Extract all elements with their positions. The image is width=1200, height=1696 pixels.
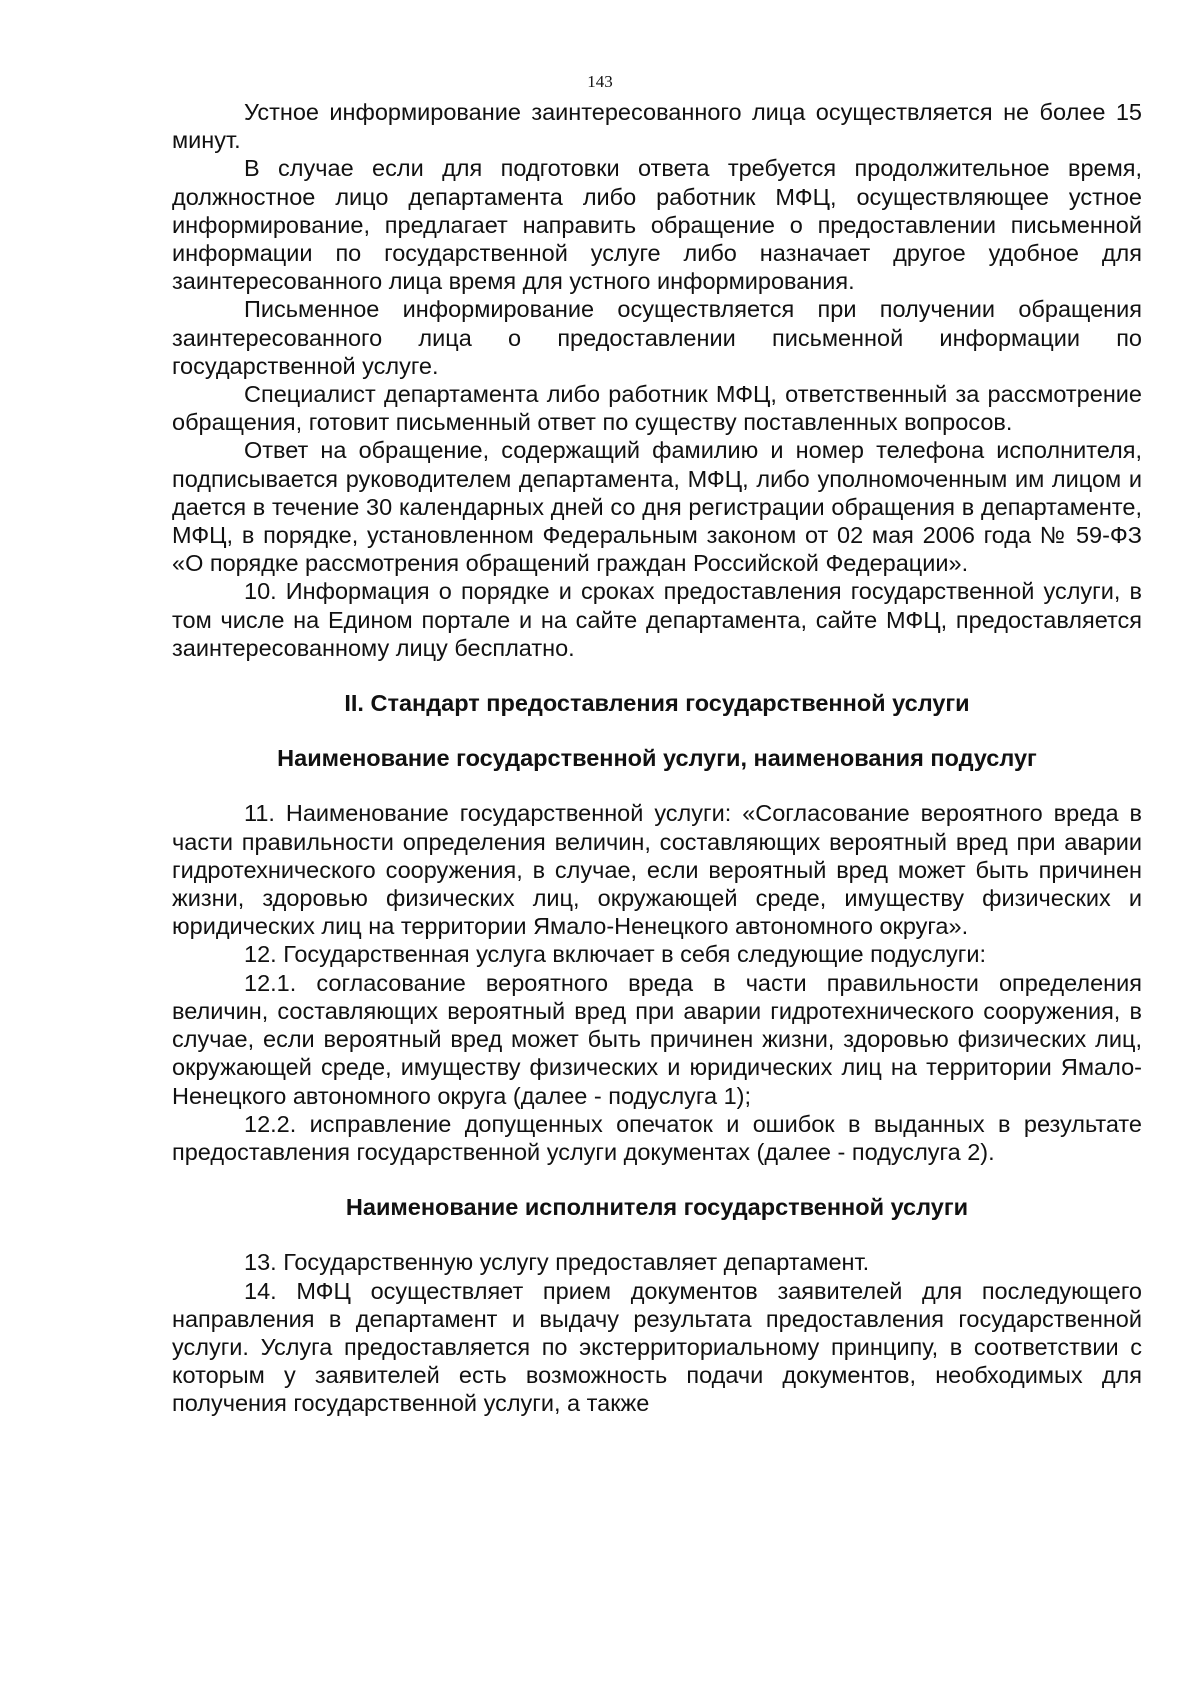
- paragraph-item-10: 10. Информация о порядке и сроках предоставления государственной услуги, в том числе на Едином портале и на сайте департамента, сайте МФЦ, предоставляется заинтересованному лицу бесплатно.: [172, 578, 1142, 661]
- paragraph-item-12: 12. Государственная услуга включает в себя следующие подуслуги:: [244, 941, 987, 968]
- paragraph-item-14: 14. МФЦ осуществляет прием документов заявителей для последующего направления в департамент и выдачу результата предоставления государственной услуги. Услуга предоставляется по экстерриториальному принципу, в соответствии с которым у заявителей есть возможность подачи документов, необходимых для получения государственной услуги, а также: [172, 1277, 1142, 1417]
- paragraph-specialist: Специалист департамента либо работник МФЦ, ответственный за рассмотрение обращения, готовит письменный ответ по существу поставленных вопросов.: [172, 381, 1142, 436]
- document-body: [172, 98, 1142, 1418]
- paragraph-long-answer: В случае если для подготовки ответа требуется продолжительное время, должностное лицо департамента либо работник МФЦ, осуществляющее устное информирование, предлагает направить обращение о предоставлении письменной информации по государственной услуге либо назначает другое удобное для заинтересованного лица время для устного информирования.: [172, 155, 1142, 295]
- subheading-service-name: Наименование государственной услуги, наименования подуслуг: [277, 745, 1037, 772]
- subheading-executor: Наименование исполнителя государственной услуги: [345, 1194, 969, 1221]
- paragraph-oral-info-duration: Устное информирование заинтересованного лица осуществляется не более 15 минут.: [172, 99, 1142, 154]
- paragraph-item-12-1: 12.1. согласование вероятного вреда в части правильности определения величин, составляющих вероятный вред при аварии гидротехнического сооружения, в случае, если вероятный вред может быть причинен жизни, здоровью физических лиц, окружающей среде, имуществу физических и юридических лиц на территории Ямало-Ненецкого автономного округа (далее - подуслуга 1);: [172, 969, 1142, 1109]
- page-number: 143: [587, 72, 613, 91]
- paragraph-item-13: 13. Государственную услугу предоставляет департамент.: [244, 1249, 870, 1276]
- paragraph-item-11: 11. Наименование государственной услуги: «Согласование вероятного вреда в части правильности определения величин, составляющих вероятный вред при аварии гидротехнического сооружения, в случае, если вероятный вред может быть причинен жизни, здоровью физических лиц, окружающей среде, имуществу физических и юридических лиц на территории Ямало-Ненецкого автономного округа».: [172, 800, 1142, 940]
- paragraph-answer-signing: Ответ на обращение, содержащий фамилию и номер телефона исполнителя, подписывается руководителем департамента, МФЦ, либо уполномоченным им лицом и дается в течение 30 календарных дней со дня регистрации обращения в департаменте, МФЦ, в порядке, установленном Федеральным законом от 02 мая 2006 года № 59-ФЗ «О порядке рассмотрения обращений граждан Российской Федерации».: [172, 437, 1142, 577]
- section-heading: II. Стандарт предоставления государственной услуги: [344, 690, 970, 717]
- paragraph-written-info: Письменное информирование осуществляется при получении обращения заинтересованного лица о предоставлении письменной информации по государственной услуге.: [172, 296, 1142, 379]
- paragraph-item-12-2: 12.2. исправление допущенных опечаток и ошибок в выданных в результате предоставления государственной услуги документах (далее - подуслуга 2).: [172, 1110, 1142, 1165]
